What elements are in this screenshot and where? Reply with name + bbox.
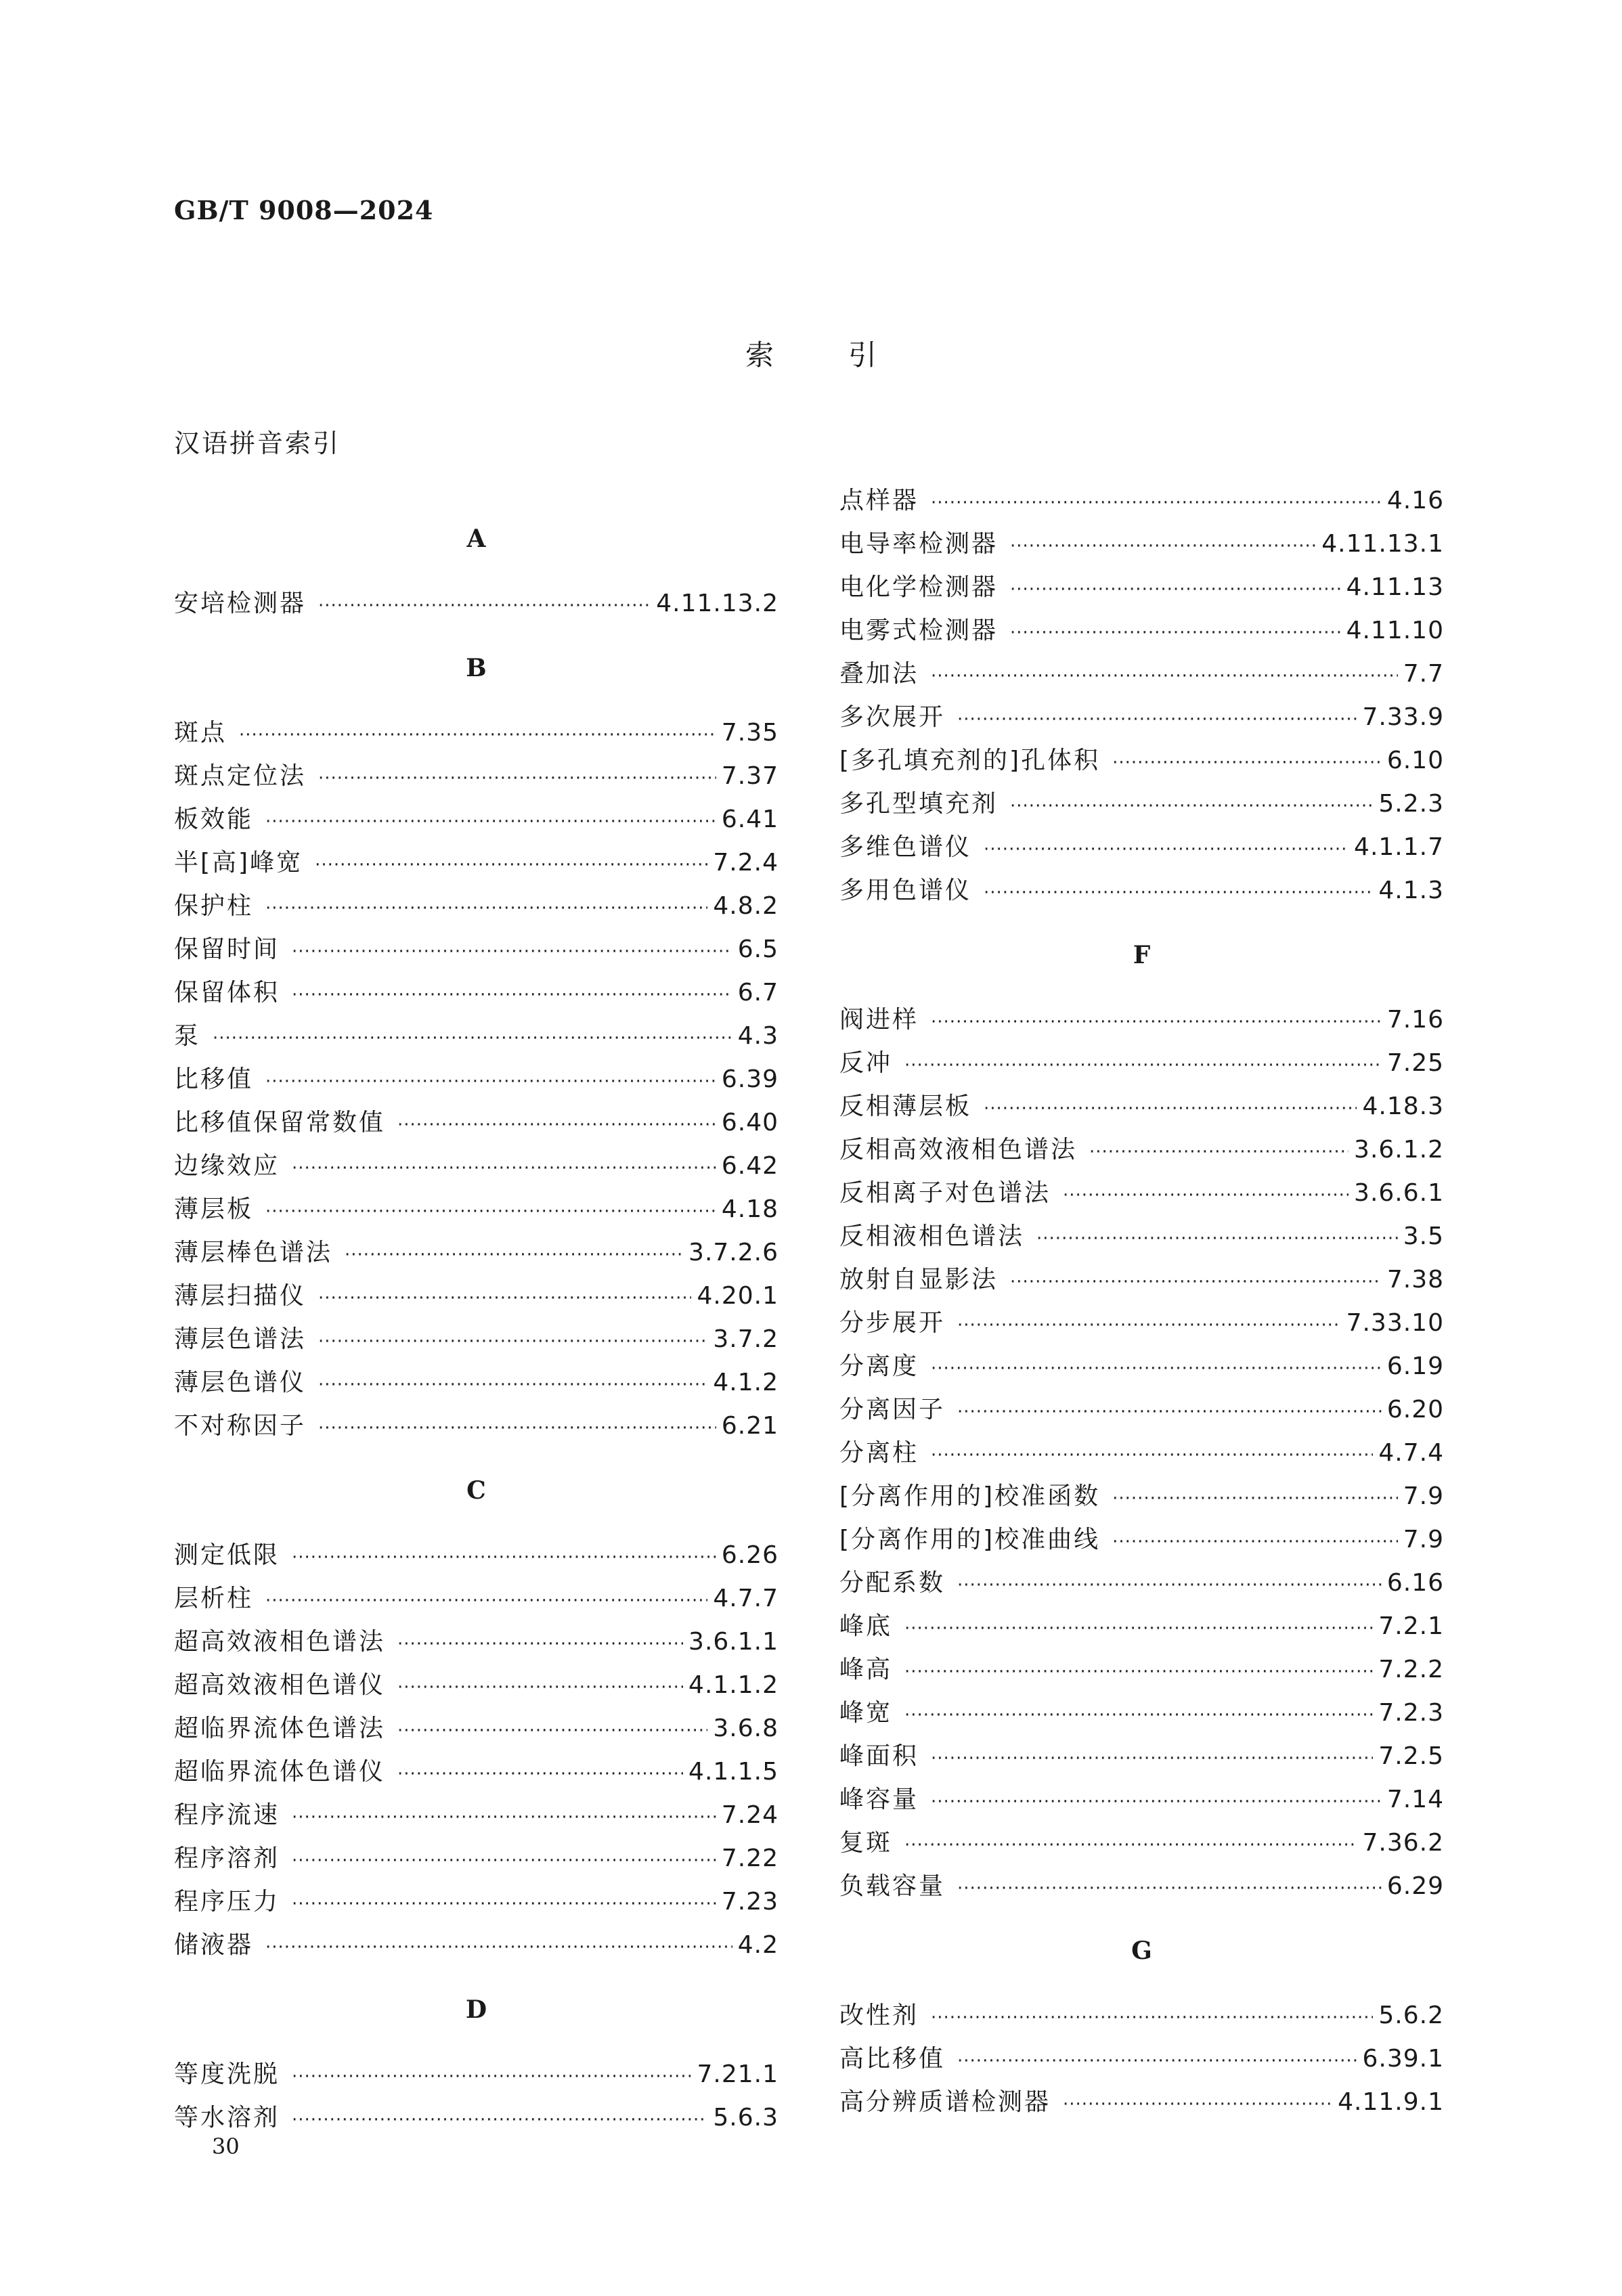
- dot-leader: [318, 1363, 707, 1407]
- index-entry: [839, 1042, 1444, 1085]
- clause-reference: 6.42: [721, 1152, 779, 1180]
- dot-leader: [318, 1277, 691, 1320]
- dot-leader: [984, 828, 1349, 871]
- index-entry: [174, 2053, 779, 2096]
- clause-reference: 4.7.7: [713, 1585, 779, 1612]
- clause-reference: 3.7.2: [713, 1325, 779, 1353]
- index-entry: [839, 696, 1444, 739]
- index-term: 薄层色谱仪: [174, 1369, 307, 1396]
- index-entry: [174, 1577, 779, 1620]
- index-entry: [174, 755, 779, 798]
- index-entry: [839, 1345, 1444, 1388]
- index-column-right: [839, 479, 1444, 2124]
- dot-leader: [904, 1044, 1382, 1087]
- index-term: 峰容量: [839, 1786, 919, 1813]
- clause-reference: 5.2.3: [1378, 790, 1444, 818]
- clause-reference: 6.26: [721, 1541, 779, 1569]
- clause-reference: 7.25: [1386, 1049, 1444, 1077]
- dot-leader: [265, 887, 707, 930]
- dot-leader: [318, 757, 716, 800]
- dot-leader: [318, 584, 651, 627]
- section-letter: F: [1133, 941, 1151, 969]
- dot-leader: [957, 1867, 1382, 1910]
- section-letter: A: [466, 525, 486, 553]
- clause-reference: 4.16: [1386, 487, 1444, 514]
- index-term: 放射自显影法: [839, 1266, 999, 1294]
- page-number: 30: [212, 2134, 240, 2159]
- dot-leader: [292, 2098, 707, 2142]
- clause-reference: 4.7.4: [1378, 1439, 1444, 1467]
- clause-reference: 7.2.1: [1378, 1612, 1444, 1640]
- dot-leader: [1112, 741, 1382, 785]
- index-entry: [839, 479, 1444, 523]
- dot-leader: [213, 1017, 732, 1060]
- clause-reference: 3.6.1.2: [1354, 1136, 1444, 1164]
- dot-leader: [397, 1752, 683, 1796]
- clause-reference: 7.2.3: [1378, 1699, 1444, 1727]
- index-entry: [174, 1620, 779, 1664]
- index-entry: [839, 1994, 1444, 2037]
- dot-leader: [957, 1390, 1382, 1434]
- index-term: 薄层色谱法: [174, 1325, 307, 1353]
- index-term: 分步展开: [839, 1309, 946, 1337]
- index-entry: [839, 653, 1444, 696]
- clause-reference: 4.2: [737, 1931, 779, 1959]
- clause-reference: 7.37: [721, 762, 779, 790]
- index-entry: [839, 1258, 1444, 1302]
- clause-reference: 4.8.2: [713, 892, 779, 920]
- dot-leader: [292, 930, 732, 973]
- dot-leader: [1010, 611, 1341, 655]
- clause-reference: 6.39: [721, 1065, 779, 1093]
- dot-leader: [931, 1996, 1373, 2039]
- clause-reference: 7.36.2: [1362, 1829, 1444, 1857]
- index-term: 分离柱: [839, 1439, 919, 1467]
- index-entry: [174, 841, 779, 885]
- index-term: 薄层棒色谱法: [174, 1239, 333, 1266]
- index-term: 不对称因子: [174, 1412, 307, 1440]
- index-entry: [839, 1388, 1444, 1432]
- index-term: 多维色谱仪: [839, 833, 972, 861]
- dot-leader: [931, 1434, 1373, 1477]
- index-term: 超高效液相色谱法: [174, 1628, 386, 1656]
- index-entry: [839, 609, 1444, 653]
- clause-reference: 5.6.2: [1378, 2002, 1444, 2029]
- index-entry: [839, 1778, 1444, 1822]
- clause-reference: 4.1.1.7: [1354, 833, 1444, 861]
- index-entry: [174, 1750, 779, 1794]
- index-term: 超高效液相色谱仪: [174, 1671, 386, 1699]
- clause-reference: 7.22: [721, 1845, 779, 1872]
- index-term: 阀进样: [839, 1006, 919, 1034]
- dot-leader: [931, 1347, 1382, 1390]
- dot-leader: [904, 1607, 1373, 1650]
- dot-leader: [239, 713, 716, 757]
- dot-leader: [984, 871, 1373, 914]
- clause-reference: 3.6.6.1: [1354, 1179, 1444, 1207]
- index-term: [分离作用的]校准函数: [839, 1482, 1101, 1510]
- dot-leader: [1112, 1520, 1398, 1564]
- clause-reference: 7.2.2: [1378, 1656, 1444, 1683]
- clause-reference: 7.16: [1386, 1006, 1444, 1034]
- index-entry: [174, 2096, 779, 2140]
- index-entry: [839, 782, 1444, 826]
- index-term: 等水溶剂: [174, 2104, 280, 2132]
- index-entry: [839, 1692, 1444, 1735]
- index-term: 反相高效液相色谱法: [839, 1136, 1078, 1164]
- clause-reference: 7.21.1: [697, 2060, 779, 2088]
- index-title: 索引: [745, 338, 951, 372]
- dot-leader: [265, 800, 716, 843]
- clause-reference: 7.33.9: [1362, 703, 1444, 731]
- dot-leader: [1010, 568, 1341, 611]
- index-entry: [839, 1128, 1444, 1172]
- dot-leader: [397, 1622, 683, 1666]
- index-term: 反相离子对色谱法: [839, 1179, 1051, 1207]
- index-column-left: [174, 496, 779, 2140]
- clause-reference: 4.1.3: [1378, 877, 1444, 904]
- index-entry: [174, 798, 779, 841]
- index-entry: [839, 1302, 1444, 1345]
- dot-leader: [957, 2039, 1357, 2083]
- dot-leader: [1063, 1174, 1349, 1217]
- index-entry: [174, 1534, 779, 1577]
- index-entry: [839, 566, 1444, 609]
- index-term: 层析柱: [174, 1585, 254, 1612]
- index-entry: [839, 1518, 1444, 1562]
- index-entry: [174, 1361, 779, 1405]
- index-term: 等度洗脱: [174, 2060, 280, 2088]
- index-term: 半[高]峰宽: [174, 849, 303, 877]
- index-entry: [839, 998, 1444, 1042]
- index-term: 复斑: [839, 1829, 893, 1857]
- dot-leader: [1112, 1477, 1398, 1520]
- index-term: 峰高: [839, 1656, 893, 1683]
- dot-leader: [318, 1320, 707, 1363]
- index-term: 比移值: [174, 1065, 254, 1093]
- index-term: 负载容量: [839, 1872, 946, 1900]
- index-term: 峰底: [839, 1612, 893, 1640]
- dot-leader: [292, 2055, 691, 2098]
- index-term: 叠加法: [839, 660, 919, 688]
- dot-leader: [345, 1233, 683, 1277]
- index-term: 泵: [174, 1022, 201, 1050]
- index-term: 电导率检测器: [839, 530, 999, 558]
- dot-leader: [931, 1780, 1382, 1824]
- clause-reference: 4.1.1.2: [688, 1671, 779, 1699]
- index-entry: [839, 1085, 1444, 1128]
- index-subtitle: 汉语拼音索引: [174, 428, 341, 458]
- dot-leader: [931, 481, 1382, 525]
- index-term: 程序流速: [174, 1801, 280, 1829]
- index-term: 分配系数: [839, 1569, 946, 1597]
- clause-reference: 6.16: [1386, 1569, 1444, 1597]
- index-term: 超临界流体色谱法: [174, 1715, 386, 1742]
- clause-reference: 6.19: [1386, 1352, 1444, 1380]
- index-entry: [839, 1865, 1444, 1908]
- section-letter: B: [466, 654, 487, 682]
- index-entry: [174, 1145, 779, 1188]
- index-entry: [174, 1664, 779, 1707]
- index-term: 程序溶剂: [174, 1845, 280, 1872]
- index-term: 比移值保留常数值: [174, 1109, 386, 1136]
- dot-leader: [397, 1103, 716, 1147]
- index-entry: [174, 1275, 779, 1318]
- index-entry: [839, 2081, 1444, 2124]
- clause-reference: 4.11.9.1: [1338, 2088, 1444, 2116]
- clause-reference: 7.7: [1403, 660, 1444, 688]
- clause-reference: 3.7.2.6: [688, 1239, 779, 1266]
- section-letter: D: [465, 1995, 487, 2024]
- clause-reference: 7.33.10: [1346, 1309, 1444, 1337]
- index-entry: [839, 1215, 1444, 1258]
- index-entry: [174, 711, 779, 755]
- dot-leader: [931, 1737, 1373, 1780]
- index-entry: [839, 523, 1444, 566]
- clause-reference: 4.11.13.1: [1321, 530, 1444, 558]
- standard-code: GB/T 9008—2024: [174, 195, 434, 225]
- dot-leader: [292, 1536, 716, 1579]
- clause-reference: 4.1.1.5: [688, 1758, 779, 1786]
- dot-leader: [904, 1650, 1373, 1694]
- clause-reference: 4.18.3: [1362, 1092, 1444, 1120]
- clause-reference: 7.23: [721, 1888, 779, 1916]
- index-term: 高比移值: [839, 2045, 946, 2073]
- index-entry: [174, 1015, 779, 1058]
- clause-reference: 5.6.3: [713, 2104, 779, 2132]
- index-entry: [174, 1837, 779, 1880]
- dot-leader: [265, 1060, 716, 1103]
- index-entry: [174, 1318, 779, 1361]
- dot-leader: [931, 1000, 1382, 1044]
- dot-leader: [984, 1087, 1357, 1130]
- clause-reference: 6.20: [1386, 1396, 1444, 1423]
- index-term: 程序压力: [174, 1888, 280, 1916]
- index-term: 电化学检测器: [839, 573, 999, 601]
- dot-leader: [397, 1709, 707, 1752]
- clause-reference: 6.40: [721, 1109, 779, 1136]
- dot-leader: [318, 1407, 716, 1450]
- index-entry: [839, 1475, 1444, 1518]
- clause-reference: 7.2.5: [1378, 1742, 1444, 1770]
- index-entry: [174, 971, 779, 1015]
- clause-reference: 4.18: [721, 1195, 779, 1223]
- index-entry: [174, 885, 779, 928]
- index-term: 反相液相色谱法: [839, 1222, 1025, 1250]
- dot-leader: [292, 1147, 716, 1190]
- dot-leader: [904, 1694, 1373, 1737]
- dot-leader: [1036, 1217, 1398, 1260]
- clause-reference: 6.10: [1386, 747, 1444, 774]
- clause-reference: 7.2.4: [713, 849, 779, 877]
- clause-reference: 3.5: [1403, 1222, 1444, 1250]
- index-term: 斑点: [174, 719, 227, 747]
- dot-leader: [1010, 525, 1316, 568]
- index-term: 储液器: [174, 1931, 254, 1959]
- index-entry: [839, 739, 1444, 782]
- dot-leader: [292, 1796, 716, 1839]
- clause-reference: 6.21: [721, 1412, 779, 1440]
- clause-reference: 6.41: [721, 805, 779, 833]
- dot-leader: [265, 1926, 732, 1969]
- clause-reference: 3.6.1.1: [688, 1628, 779, 1656]
- index-entry: [839, 826, 1444, 869]
- index-term: 超临界流体色谱仪: [174, 1758, 386, 1786]
- index-term: 薄层扫描仪: [174, 1282, 307, 1310]
- index-term: 板效能: [174, 805, 254, 833]
- dot-leader: [292, 1839, 716, 1882]
- dot-leader: [957, 1564, 1382, 1607]
- clause-reference: 3.6.8: [713, 1715, 779, 1742]
- clause-reference: 6.5: [737, 935, 779, 963]
- index-term: 反相薄层板: [839, 1092, 972, 1120]
- dot-leader: [265, 1579, 707, 1622]
- index-entry: [174, 1231, 779, 1275]
- index-entry: [839, 1648, 1444, 1692]
- index-term: [分离作用的]校准曲线: [839, 1526, 1101, 1553]
- dot-leader: [315, 843, 707, 887]
- dot-leader: [957, 698, 1357, 741]
- dot-leader: [292, 973, 732, 1017]
- index-term: 安培检测器: [174, 590, 307, 617]
- dot-leader: [1010, 1260, 1382, 1304]
- index-entry: [839, 1172, 1444, 1215]
- clause-reference: 6.7: [737, 979, 779, 1007]
- index-term: [多孔填充剂的]孔体积: [839, 747, 1101, 774]
- index-entry: [174, 1101, 779, 1145]
- index-entry: [839, 1432, 1444, 1475]
- index-entry: [174, 1058, 779, 1101]
- clause-reference: 7.24: [721, 1801, 779, 1829]
- index-term: 斑点定位法: [174, 762, 307, 790]
- clause-reference: 4.11.13: [1346, 573, 1444, 601]
- index-entry: [839, 1605, 1444, 1648]
- index-term: 保留时间: [174, 935, 280, 963]
- index-entry: [174, 1924, 779, 1967]
- clause-reference: 7.38: [1386, 1266, 1444, 1294]
- index-entry: [839, 2037, 1444, 2081]
- clause-reference: 6.29: [1386, 1872, 1444, 1900]
- index-term: 保留体积: [174, 979, 280, 1007]
- clause-reference: 6.39.1: [1362, 2045, 1444, 2073]
- dot-leader: [904, 1824, 1357, 1867]
- clause-reference: 7.14: [1386, 1786, 1444, 1813]
- index-term: 薄层板: [174, 1195, 254, 1223]
- index-entry: [174, 1880, 779, 1924]
- index-term: 分离度: [839, 1352, 919, 1380]
- clause-reference: 4.1.2: [713, 1369, 779, 1396]
- dot-leader: [957, 1304, 1341, 1347]
- clause-reference: 7.9: [1403, 1526, 1444, 1553]
- dot-leader: [1063, 2083, 1332, 2126]
- index-term: 保护柱: [174, 892, 254, 920]
- dot-leader: [265, 1190, 716, 1233]
- dot-leader: [397, 1666, 683, 1709]
- index-term: 分离因子: [839, 1396, 946, 1423]
- dot-leader: [292, 1882, 716, 1926]
- index-term: 峰面积: [839, 1742, 919, 1770]
- index-term: 高分辨质谱检测器: [839, 2088, 1051, 2116]
- index-entry: [839, 1822, 1444, 1865]
- index-term: 电雾式检测器: [839, 617, 999, 644]
- index-term: 边缘效应: [174, 1152, 280, 1180]
- index-entry: [174, 1188, 779, 1231]
- clause-reference: 4.11.10: [1346, 617, 1444, 644]
- index-term: 多用色谱仪: [839, 877, 972, 904]
- index-entry: [174, 928, 779, 971]
- dot-leader: [1010, 785, 1373, 828]
- clause-reference: 7.35: [721, 719, 779, 747]
- index-entry: [174, 1794, 779, 1837]
- section-letter: G: [1131, 1937, 1152, 1965]
- index-term: 反冲: [839, 1049, 893, 1077]
- index-term: 测定低限: [174, 1541, 280, 1569]
- index-term: 峰宽: [839, 1699, 893, 1727]
- index-term: 改性剂: [839, 2002, 919, 2029]
- clause-reference: 4.3: [737, 1022, 779, 1050]
- index-term: 多孔型填充剂: [839, 790, 999, 818]
- index-entry: [839, 1735, 1444, 1778]
- clause-reference: 4.20.1: [697, 1282, 779, 1310]
- clause-reference: 7.9: [1403, 1482, 1444, 1510]
- index-entry: [839, 1562, 1444, 1605]
- index-term: 点样器: [839, 487, 919, 514]
- dot-leader: [1089, 1130, 1349, 1174]
- clause-reference: 4.11.13.2: [656, 590, 779, 617]
- dot-leader: [931, 655, 1398, 698]
- index-entry: [174, 582, 779, 625]
- index-term: 多次展开: [839, 703, 946, 731]
- index-entry: [174, 1707, 779, 1750]
- index-entry: [839, 869, 1444, 912]
- index-entry: [174, 1405, 779, 1448]
- section-letter: C: [466, 1476, 486, 1505]
